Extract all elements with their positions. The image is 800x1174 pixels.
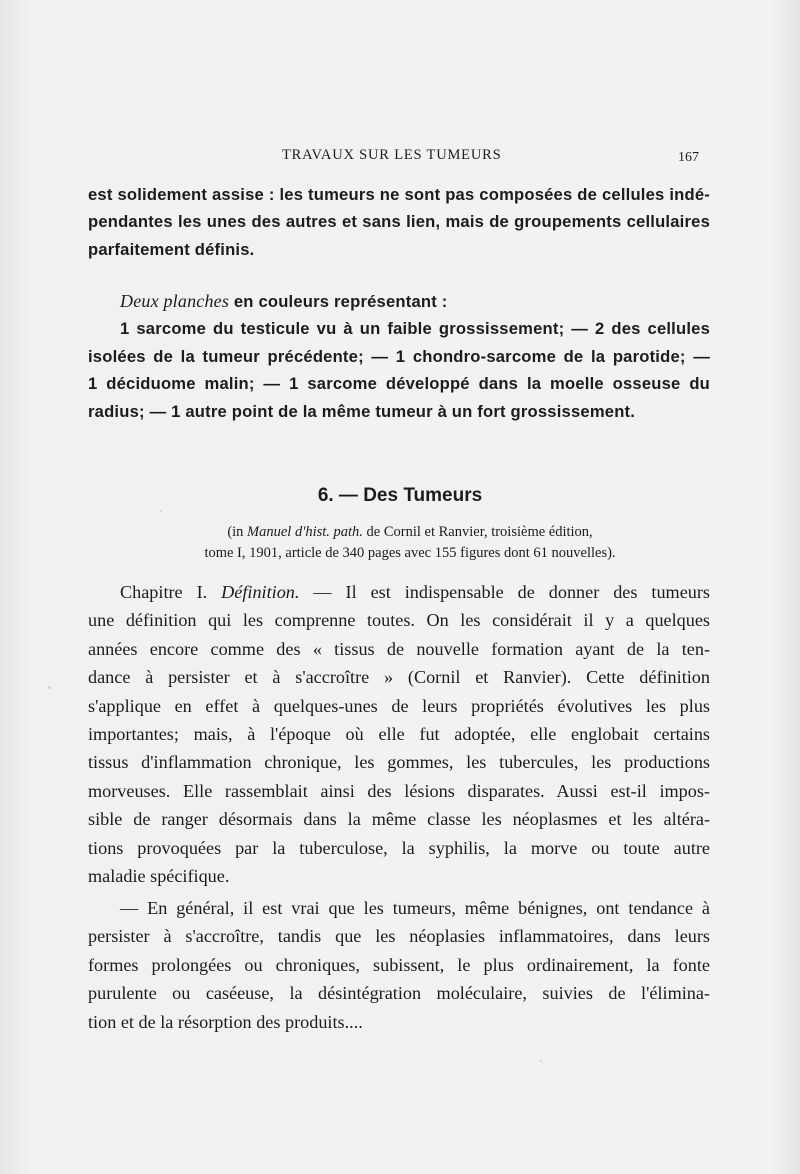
plates-label-italic: Deux planches (120, 291, 230, 311)
plates-line: isolées de la tumeur précédente; — 1 chondro-sarcome de la parotide; — (88, 346, 710, 366)
plates-heading (88, 288, 710, 315)
paper-speck (540, 1060, 542, 1062)
general-line: persister à s'accroître, tandis que les néoplasies inflammatoires, dans leurs (88, 926, 710, 947)
general-paragraph (88, 894, 710, 1036)
intro-line: pendantes les unes des autres et sans lien, mais de groupements cellulaires (88, 212, 710, 232)
intro-line: est solidement assise : les tumeurs ne sont pas composées de cellules indé- (88, 185, 710, 204)
chapter-paragraph (88, 578, 710, 890)
citation-line-1 (120, 522, 700, 543)
chapter-line: tissus d'inflammation chronique, les gommes, les tubercules, les productions (88, 752, 710, 773)
plates-line: radius; — 1 autre point de la même tumeur à un fort grossissement. (88, 401, 636, 421)
plates-label-rest: en couleurs représentant : (229, 292, 448, 311)
chapter-lead: Chapitre I. (120, 582, 222, 602)
chapter-line: s'applique en effet à quelques-unes de leurs propriétés évolutives les plus (88, 695, 710, 716)
chapter-line: années encore comme des « tissus de nouvelle formation ayant de la ten- (88, 638, 710, 659)
general-line: purulente ou caséeuse, la désintégration moléculaire, suivies de l'élimina- (88, 983, 710, 1004)
citation-rest: de Cornil et Ranvier, troisième édition, (362, 524, 593, 540)
plates-paragraph (88, 288, 710, 425)
paper-speck (160, 510, 162, 512)
chapter-line: une définition qui les comprenne toutes. On les considérait il y a quelques (88, 610, 710, 631)
general-line: formes prolongées ou chroniques, subissent, le plus ordinairement, la fonte (88, 954, 710, 975)
section-citation (120, 522, 700, 564)
page-number: 167 (678, 150, 699, 165)
chapter-line: sible de ranger désormais dans la même classe les néoplasmes et les altéra- (88, 809, 710, 830)
chapter-first-line-rest: — Il est indispensable de donner des tumeurs (299, 582, 710, 602)
plates-line: 1 sarcome du testicule vu à un faible grossissement; — 2 des cellules (120, 319, 710, 339)
chapter-line: importantes; mais, à l'époque où elle fut adoptée, elle englobait certains (88, 724, 710, 745)
general-line: — En général, il est vrai que les tumeurs, même bénignes, ont tendance à (120, 898, 710, 918)
chapter-line: tions provoquées par la tuberculose, la syphilis, la morve ou toute autre (88, 837, 710, 858)
chapter-line: dance à persister et à s'accroître » (Cornil et Ranvier). Cette définition (88, 667, 710, 688)
section-title: 6. — Des Tumeurs (317, 485, 483, 506)
chapter-line: morveuses. Elle rassemblait ainsi des lésions disparates. Aussi est-il impos- (88, 780, 710, 801)
intro-paragraph (88, 181, 710, 263)
chapter-line: maladie spécifique. (88, 866, 230, 887)
running-head (0, 147, 800, 169)
intro-line: parfaitement définis. (88, 239, 255, 259)
citation-prefix: (in (227, 524, 248, 540)
citation-italic: Manuel d'hist. path. (247, 524, 363, 540)
paper-speck (48, 686, 51, 689)
chapter-lead-italic: Définition. (221, 582, 300, 602)
chapter-first-line (88, 578, 710, 606)
plates-line: 1 déciduome malin; — 1 sarcome développé dans la moelle osseuse du (88, 374, 710, 394)
running-title: TRAVAUX SUR LES TUMEURS (282, 147, 502, 163)
citation-line-2: tome I, 1901, article de 340 pages avec 155 figures dont 61 nouvelles). (204, 545, 616, 561)
general-line: tion et de la résorption des produits.... (88, 1011, 363, 1032)
